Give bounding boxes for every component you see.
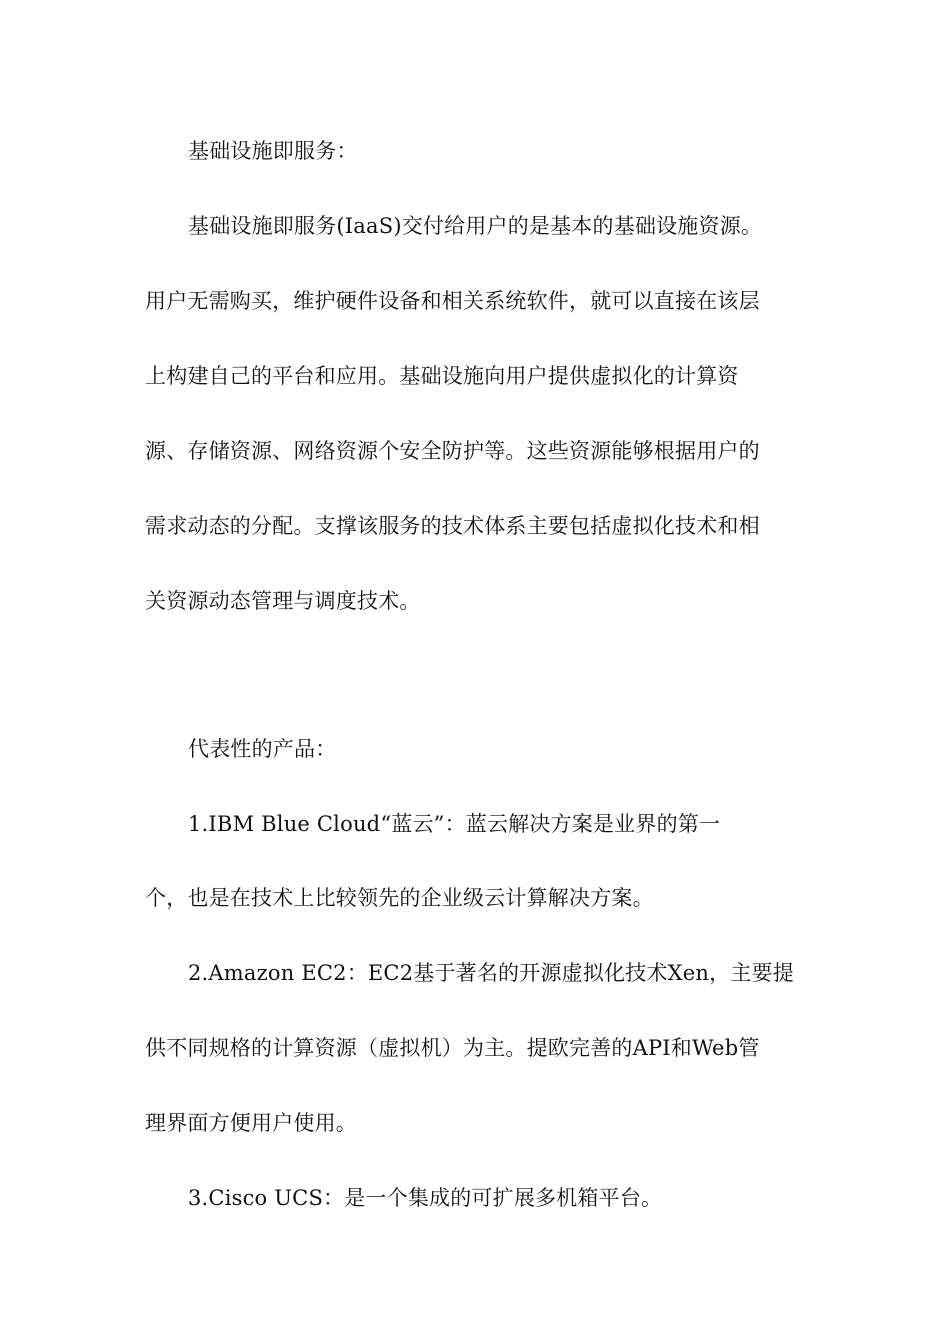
iaas-paragraph-line-1: 基础设施即服务(IaaS)交付给用户的是基本的基础设施资源。 xyxy=(188,214,763,238)
product-2-line-2: 供不同规格的计算资源（虚拟机）为主。提欧完善的API和Web管 xyxy=(145,1036,760,1060)
iaas-paragraph-line-3: 上构建自己的平台和应用。基础设施向用户提供虚拟化的计算资 xyxy=(145,364,739,388)
product-3-line-1: 3.Cisco UCS：是一个集成的可扩展多机箱平台。 xyxy=(188,1186,663,1210)
iaas-paragraph-line-6: 关资源动态管理与调度技术。 xyxy=(145,589,421,613)
iaas-heading: 基础设施即服务： xyxy=(188,139,358,163)
product-2-line-3: 理界面方便用户使用。 xyxy=(145,1111,357,1135)
product-1-line-2: 个，也是在技术上比较领先的企业级云计算解决方案。 xyxy=(145,886,654,910)
iaas-paragraph-line-4: 源、存储资源、网络资源个安全防护等。这些资源能够根据用户的 xyxy=(145,439,760,463)
product-1-line-1: 1.IBM Blue Cloud“蓝云”：蓝云解决方案是业界的第一 xyxy=(188,812,721,836)
iaas-paragraph-line-5: 需求动态的分配。支撑该服务的技术体系主要包括虚拟化技术和相 xyxy=(145,514,760,538)
products-heading: 代表性的产品： xyxy=(188,737,337,761)
iaas-paragraph-line-2: 用户无需购买，维护硬件设备和相关系统软件，就可以直接在该层 xyxy=(145,289,760,313)
product-2-line-1: 2.Amazon EC2：EC2基于著名的开源虚拟化技术Xen，主要提 xyxy=(188,961,794,985)
